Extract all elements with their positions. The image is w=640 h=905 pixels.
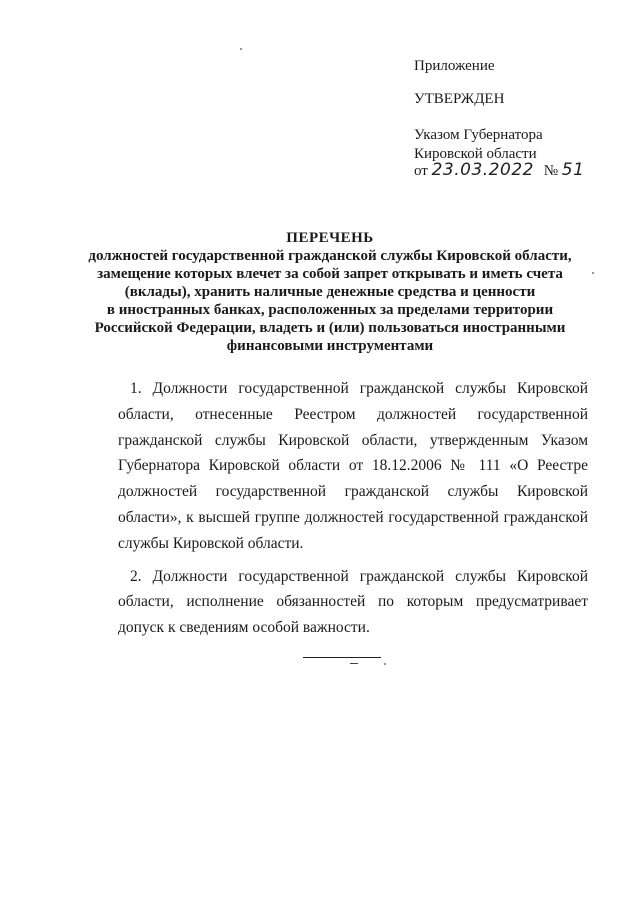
- title-line: финансовыми инструментами: [226, 338, 434, 354]
- separator-mark: [350, 663, 358, 664]
- scan-speck: [384, 663, 386, 665]
- scan-speck: [240, 48, 242, 50]
- title-line: замещение которых влечет за собой запрет открывать и иметь счета: [97, 266, 563, 282]
- approved-label: УТВЕРЖДЕН: [414, 91, 505, 107]
- title-line: должностей государственной гражданской службы Кировской области,: [88, 248, 572, 264]
- end-separator-line: [303, 657, 381, 658]
- decree-line-1: Указом Губернатора: [414, 127, 543, 143]
- decree-line-2: Кировской области: [414, 146, 537, 162]
- handwritten-number: 51: [561, 160, 585, 180]
- handwritten-date: 23.03.2022: [431, 160, 534, 180]
- list-body: [118, 376, 588, 641]
- scan-speck: [592, 272, 594, 274]
- date-prefix: от: [414, 163, 428, 179]
- document-title: [60, 229, 600, 355]
- title-heading: ПЕРЕЧЕНЬ: [286, 230, 374, 246]
- list-item-1: 1. Должности государственной гражданской службы Кировской области, отнесенные Реестром должностей государственной гражданской службы Кировской области, утвержденным Указом Губернатора Кировской области от 18.12.2006 № 111 «О Реестре должностей государственной гражданской службы Кировской области», к высшей группе должностей государственной гражданской службы Кировской области.: [118, 380, 588, 552]
- title-line: в иностранных банках, расположенных за пределами территории: [106, 302, 554, 318]
- title-line: (вклады), хранить наличные денежные средства и ценности: [124, 284, 536, 300]
- decree-date-line: [414, 161, 584, 181]
- appendix-label: Приложение: [414, 58, 495, 74]
- title-line: Российской Федерации, владеть и (или) пользоваться иностранными: [94, 320, 566, 336]
- list-item-2: 2. Должности государственной гражданской службы Кировской области, исполнение обязанностей по которым предусматривает допуск к сведениям особой важности.: [118, 567, 588, 637]
- number-label: №: [543, 163, 559, 179]
